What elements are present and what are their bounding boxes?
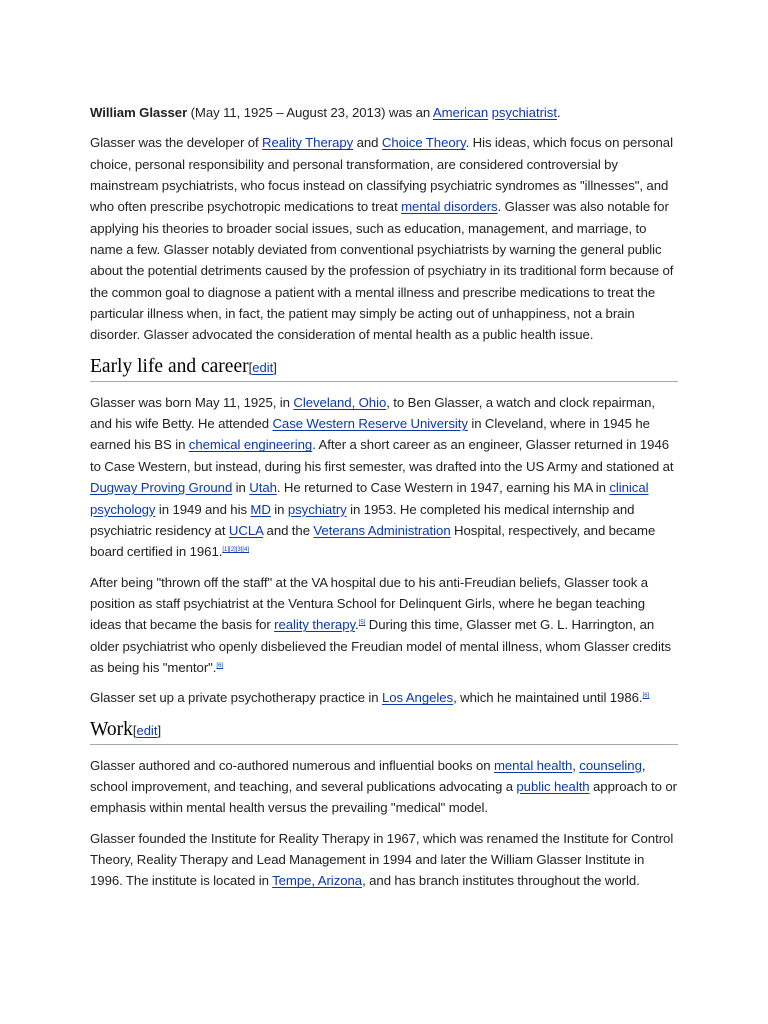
link-reality-therapy[interactable]: Reality Therapy [262,135,354,151]
section-heading-early-life [90,355,678,382]
text: in 1953. He completed his medical internship and psychiatric residency at [90,501,635,538]
text: in Cleveland, where in 1945 he earned his BS in [90,416,650,453]
text: approach to or emphasis within mental health versus the prevailing "medical" model. [90,778,677,816]
institute-paragraph [90,828,678,892]
edit-section-early [249,360,277,375]
link-public-health[interactable]: public health [516,778,590,794]
text: . After a short career as an engineer, Glasser returned in 1946 to Case Western, but instead, during his first semester, was drafted into the US Army and stationed at [90,437,674,474]
link-american[interactable]: American [432,105,489,120]
citation-ref[interactable]: [5] [358,620,366,627]
section-heading-text: Work [90,718,133,740]
text: After being "thrown off the staff" at the VA hospital due to his anti-Freudian beliefs, Glasser took a position as staff psychiatrist at the Ventura School for Delinquent Girls, where he began teaching ideas that became the basis for [90,574,648,633]
section-heading-text: Early life and career [90,355,249,377]
edit-section-work [133,723,161,738]
text: and the [263,522,314,538]
text: in [270,501,288,517]
text: Hospital, respectively, and became board certified in 1961. [90,522,656,560]
text: . His ideas, which focus on personal choice, personal responsibility and personal transformation, are considered controversial by mainstream psychiatrists, who focus instead on classifying psychiatric syndromes as "illnesses", and who often prescribe psychotropic medications to treat [90,135,673,215]
text: , which he maintained until 1986. [453,690,643,706]
link-counseling[interactable]: counseling [579,757,642,773]
lead-paragraph [90,132,678,345]
text: . He returned to Case Western in 1947, earning his MA in [276,480,610,496]
text: . [355,617,359,633]
edit-link-early-life[interactable]: edit [252,359,274,375]
text: Glasser set up a private psychotherapy practice in [90,690,382,706]
link-mental-disorders[interactable]: mental disorders [401,199,498,215]
bracket: [ [248,359,253,375]
intro-end-text: . [556,105,561,120]
text: and [353,135,382,151]
citation-ref[interactable]: [6] [216,662,224,669]
bracket: ] [157,722,162,738]
text: Glasser founded the Institute for Reality Therapy in 1967, which was renamed the Institute for Control Theory, Reality Therapy and Lead Management in 1994 and later the William Glasser Institute in 1996. The institute is located in [90,830,674,889]
link-md[interactable]: MD [250,501,271,517]
link-mental-health[interactable]: mental health [493,757,573,773]
text: , and has branch institutes throughout the world. [362,873,640,889]
link-case-western[interactable]: Case Western Reserve University [272,416,468,432]
link-clinical-psychology[interactable]: clinical psychology [90,480,649,517]
link-reality-therapy-inline[interactable]: reality therapy [274,617,356,633]
va-hospital-paragraph [90,572,678,679]
text: in 1949 and his [155,501,251,517]
early-life-paragraph [90,392,678,563]
link-dugway-proving-ground[interactable]: Dugway Proving Ground [90,480,233,496]
text: , [572,757,580,773]
intro-dates-text: (May 11, 1925 – August 23, 2013) was an [187,105,433,120]
link-cleveland-ohio[interactable]: Cleveland, Ohio [293,394,387,410]
text: During this time, Glasser met G. L. Harrington, an older psychiatrist who openly disbelieved the Freudian model of mental illness, whom Glasser credits as being his "mentor". [90,617,671,675]
link-tempe-arizona[interactable]: Tempe, Arizona [272,873,363,889]
subject-name: William Glasser [90,105,188,120]
bracket: ] [273,359,277,375]
work-books-paragraph [90,755,678,819]
link-veterans-administration[interactable]: Veterans Administration [313,522,451,538]
text: . Glasser was also notable for applying his theories to broader social issues, such as education, management, and marriage, to name a few. Glasser notably deviated from conventional psychiatrists by warning the general public about the potential detriments caused by the profession of psychiatry in its traditional form because of the common goal to diagnose a patient with a mental illness and prescribe medications to treat the particular illness when, in fact, the patient may simply be acting out of unhappiness, not a brain disorder. Glasser advocated the consideration of mental health as a public health issue. [90,199,674,343]
text: Glasser was the developer of [90,135,263,151]
intro-paragraph [90,102,678,123]
article-body [90,102,678,901]
citation-ref[interactable]: [1][2][3][4] [222,547,250,554]
link-psychiatrist[interactable]: psychiatrist [491,105,557,120]
link-psychiatry[interactable]: psychiatry [287,501,347,517]
text: in [232,480,250,496]
link-ucla[interactable]: UCLA [228,522,264,538]
private-practice-paragraph [90,687,678,708]
citation-ref[interactable]: [6] [642,693,650,700]
text: , to Ben Glasser, a watch and clock repairman, and his wife Betty. He attended [90,394,656,432]
text: Glasser was born May 11, 1925, in [90,394,294,410]
link-chemical-engineering[interactable]: chemical engineering [188,437,313,453]
bracket: [ [132,722,137,738]
link-los-angeles[interactable]: Los Angeles [381,690,454,706]
link-utah[interactable]: Utah [249,480,277,496]
edit-link-work[interactable]: edit [136,722,158,738]
text: , school improvement, and teaching, and several publications advocating a [90,757,646,794]
text: Glasser authored and co-authored numerous and influential books on [90,757,494,773]
section-heading-work [90,718,678,745]
link-choice-theory[interactable]: Choice Theory [381,135,466,151]
